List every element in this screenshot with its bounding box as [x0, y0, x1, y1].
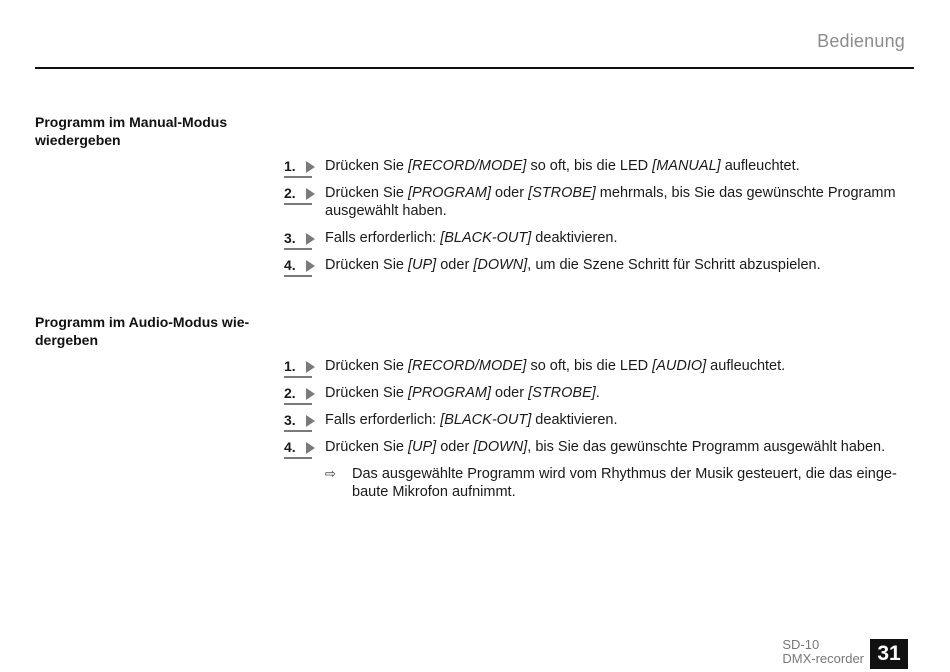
step-item: 3. Falls erforderlich: [BLACK-OUT] deaktivieren. [284, 411, 914, 429]
step-number: 3. [284, 229, 306, 247]
step-number: 1. [284, 357, 306, 375]
step-result: ⇨ Das ausgewählte Programm wird vom Rhythmus der Musik gesteuert, die das einge-baute Mikrofon aufnimmt. [325, 466, 897, 500]
model-name: SD-10 [782, 637, 820, 652]
step-number: 2. [284, 384, 306, 402]
section-heading-audio: Programm im Audio-Modus wie- dergeben [35, 314, 250, 348]
step-item: 3. Falls erforderlich: [BLACK-OUT] deaktivieren. [284, 229, 914, 247]
step-item: 4. Drücken Sie [UP] oder [DOWN], um die Szene Schritt für Schritt abzuspielen. [284, 256, 914, 274]
steps-manual [284, 157, 914, 283]
steps-audio [284, 357, 914, 501]
footer-product [782, 638, 864, 666]
arrow-right-icon [306, 233, 315, 245]
arrow-right-icon [306, 361, 315, 373]
arrow-right-icon [306, 442, 315, 454]
page-number: 31 [870, 639, 908, 669]
step-item: 2. Drücken Sie [PROGRAM] oder [STROBE]. [284, 384, 914, 402]
section-heading-manual: Programm im Manual-Modus wiedergeben [35, 114, 228, 148]
step-item: 1. Drücken Sie [RECORD/MODE] so oft, bis die LED [MANUAL] aufleuchtet. [284, 157, 914, 175]
arrow-right-icon [306, 161, 315, 173]
step-number: 4. [284, 256, 306, 274]
page-section-title: Bedienung [817, 31, 905, 51]
arrow-right-icon [306, 260, 315, 272]
result-arrow-icon: ⇨ [325, 466, 336, 481]
step-item: 4. Drücken Sie [UP] oder [DOWN], bis Sie das gewünschte Programm ausgewählt haben. [284, 438, 914, 456]
step-number: 4. [284, 438, 306, 456]
arrow-right-icon [306, 415, 315, 427]
arrow-right-icon [306, 388, 315, 400]
step-item: 1. Drücken Sie [RECORD/MODE] so oft, bis die LED [AUDIO] aufleuchtet. [284, 357, 914, 375]
step-number: 1. [284, 157, 306, 175]
step-item: 2. Drücken Sie [PROGRAM] oder [STROBE] mehrmals, bis Sie das gewünschte Programm ausgewählt haben. [284, 185, 896, 219]
step-number: 2. [284, 184, 306, 202]
step-number: 3. [284, 411, 306, 429]
header-divider [35, 67, 914, 69]
arrow-right-icon [306, 188, 315, 200]
product-name: DMX-recorder [782, 651, 864, 666]
